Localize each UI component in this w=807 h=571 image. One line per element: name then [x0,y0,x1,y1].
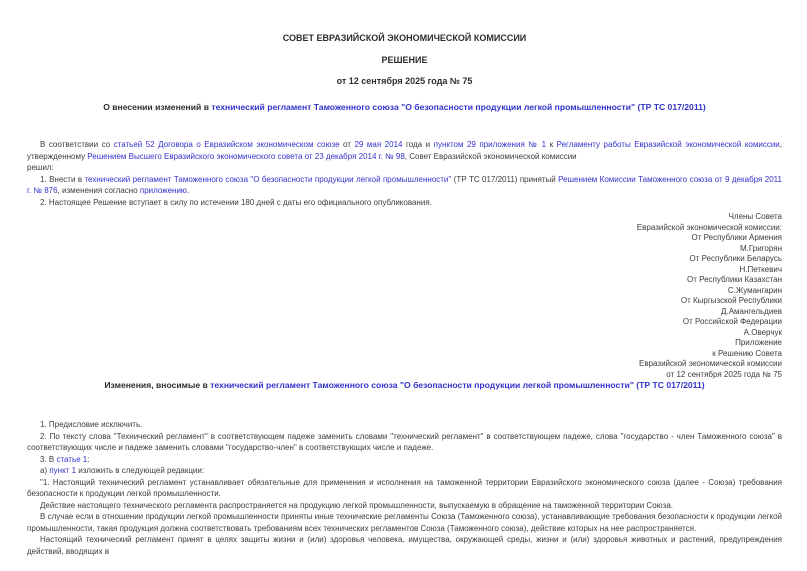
annex-title [27,380,782,391]
text-run: Изменения, вносимые в [104,380,211,390]
text-run: 2. Настоящее Решение вступает в силу по истечении 180 дней с даты его официального опубликования. [40,197,432,207]
text-run: : [87,454,90,464]
doc-link[interactable]: статье 1 [56,454,88,464]
signature-line: Д.Амангельдиев [721,306,782,316]
annex-paragraph-3 [27,454,782,466]
signature-line: Члены Совета [728,212,782,221]
text-run: года и [402,140,434,149]
annex-header-line: Евразийской экономической комиссии [639,359,782,368]
document-title [27,102,782,113]
preamble-paragraph [27,139,782,162]
annex-paragraph-1 [27,419,782,431]
signature-line: От Российской Федерации [682,317,782,326]
annex-body [27,419,782,557]
doc-link[interactable]: приложению [139,186,187,195]
annex-paragraph-7 [27,511,782,534]
signature-line: От Республики Армения [691,233,782,242]
doc-link[interactable]: пунктом 29 приложения № 1 [433,140,547,149]
annex-paragraph-5 [27,477,782,500]
text-run: от [339,140,355,149]
doc-link[interactable]: 29 мая 2014 [354,140,403,149]
text-run: , изменения согласно [57,186,140,195]
text-run: , утвержденному [27,140,783,161]
annex-header-line: от 12 сентября 2025 года № 75 [666,369,782,379]
text-run: , Совет Евразийской экономической комиссии [404,151,577,161]
annex-paragraph-2 [27,431,782,454]
doc-link[interactable]: Решением Высшего Евразийского экономического совета от 23 декабря 2014 г. № 98 [87,151,405,161]
signature-line: М.Григорян [740,243,782,253]
doc-link[interactable]: статьей 52 Договора о Евразийском экономическом союзе [113,140,340,149]
text-run: В соответствии со [40,140,114,149]
decision-item-2 [27,197,782,209]
text-run: В случае если в отношении продукции легкой промышленности приняты иные технические регламенты Союза (Таможенного союза), устанавливающие требования безопасности к продукции легкой промышленности, такая продукция должна соответствовать требованиям всех технических регламентов Союза (Таможенного союза), действие которых на нее распространяется. [27,512,782,533]
doc-link[interactable]: технический регламент Таможенного союза "О безопасности продукции легкой промышленности" (ТР ТС 017/2011) [211,102,706,112]
signature-line: От Республики Казахстан [686,275,782,284]
signature-line: Евразийской экономической комиссии: [636,222,782,232]
doc-link[interactable]: пункт 1 [49,466,77,475]
header-doc-type: РЕШЕНИЕ [381,55,428,65]
text-run: (ТР ТС 017/2011) принятый [451,174,559,184]
annex-paragraph-8 [27,534,782,557]
text-run: "1. Настоящий технический регламент устанавливает обязательные для применения и исполнения на таможенной территории Евразийского экономического союза (далее - Союза) требования безопасности к продукции легкой промышленности. [27,477,782,498]
text-run: 1. Предисловие исключить. [40,420,143,429]
text-run: изложить в следующей редакции: [76,466,205,475]
header-org: СОВЕТ ЕВРАЗИЙСКОЙ ЭКОНОМИЧЕСКОЙ КОМИССИИ [282,33,527,43]
signature-block [27,212,782,338]
text-run: а) [40,466,50,475]
text-run: 1. Внести в [40,174,85,184]
signature-line: От Республики Беларусь [689,254,782,263]
annex-header-block [27,338,782,380]
text-run: 3. В [40,454,57,464]
signature-line: С.Жумангарин [727,285,782,295]
doc-link[interactable]: Регламенту работы Евразийской экономической комиссии [556,140,780,149]
text-run: 2. По тексту слова "Технический регламент" в соответствующем падеже заменить словами "технический регламент" в соответствующем падеже, слова "государство - член Таможенного союза" в соответствующих числе и падеже заменить словами "государство-член" в соответствующих числе и падеже. [27,431,782,452]
text-run: Настоящий технический регламент принят в целях защиты жизни и (или) здоровья человека, имущества, окружающей среды, жизни и (или) здоровья животных и растений, предупреждения действий, вводящих в [27,535,782,556]
annex-paragraph-4 [27,465,782,477]
doc-link[interactable]: технический регламент Таможенного союза "О безопасности продукции легкой промышленности" (ТР ТС 017/2011) [210,380,705,390]
doc-link[interactable]: Решением Комиссии Таможенного союза от 9 декабря 2011 г. № 876 [27,174,782,195]
text-run: к [546,140,557,149]
annex-header-line: к Решению Совета [712,348,782,358]
doc-link[interactable]: технический регламент Таможенного союза "О безопасности продукции легкой промышленности" [84,174,452,184]
signature-line: От Кыргызской Республики [680,296,782,305]
header-date-number: от 12 сентября 2025 года № 75 [336,76,473,86]
resolved-label: решил: [27,163,54,172]
text-run: О внесении изменений в [103,102,212,112]
annex-paragraph-6 [27,500,782,512]
signature-line: Н.Петкевич [739,264,782,274]
text-run: Действие настоящего технического регламента распространяется на продукцию легкой промышленности, выпускаемую в обращение на таможенной территории Союза. [40,500,673,510]
annex-header-line: Приложение [735,338,782,347]
text-run: . [186,186,190,195]
signature-line: А.Оверчук [743,327,782,337]
decision-item-1 [27,174,782,197]
